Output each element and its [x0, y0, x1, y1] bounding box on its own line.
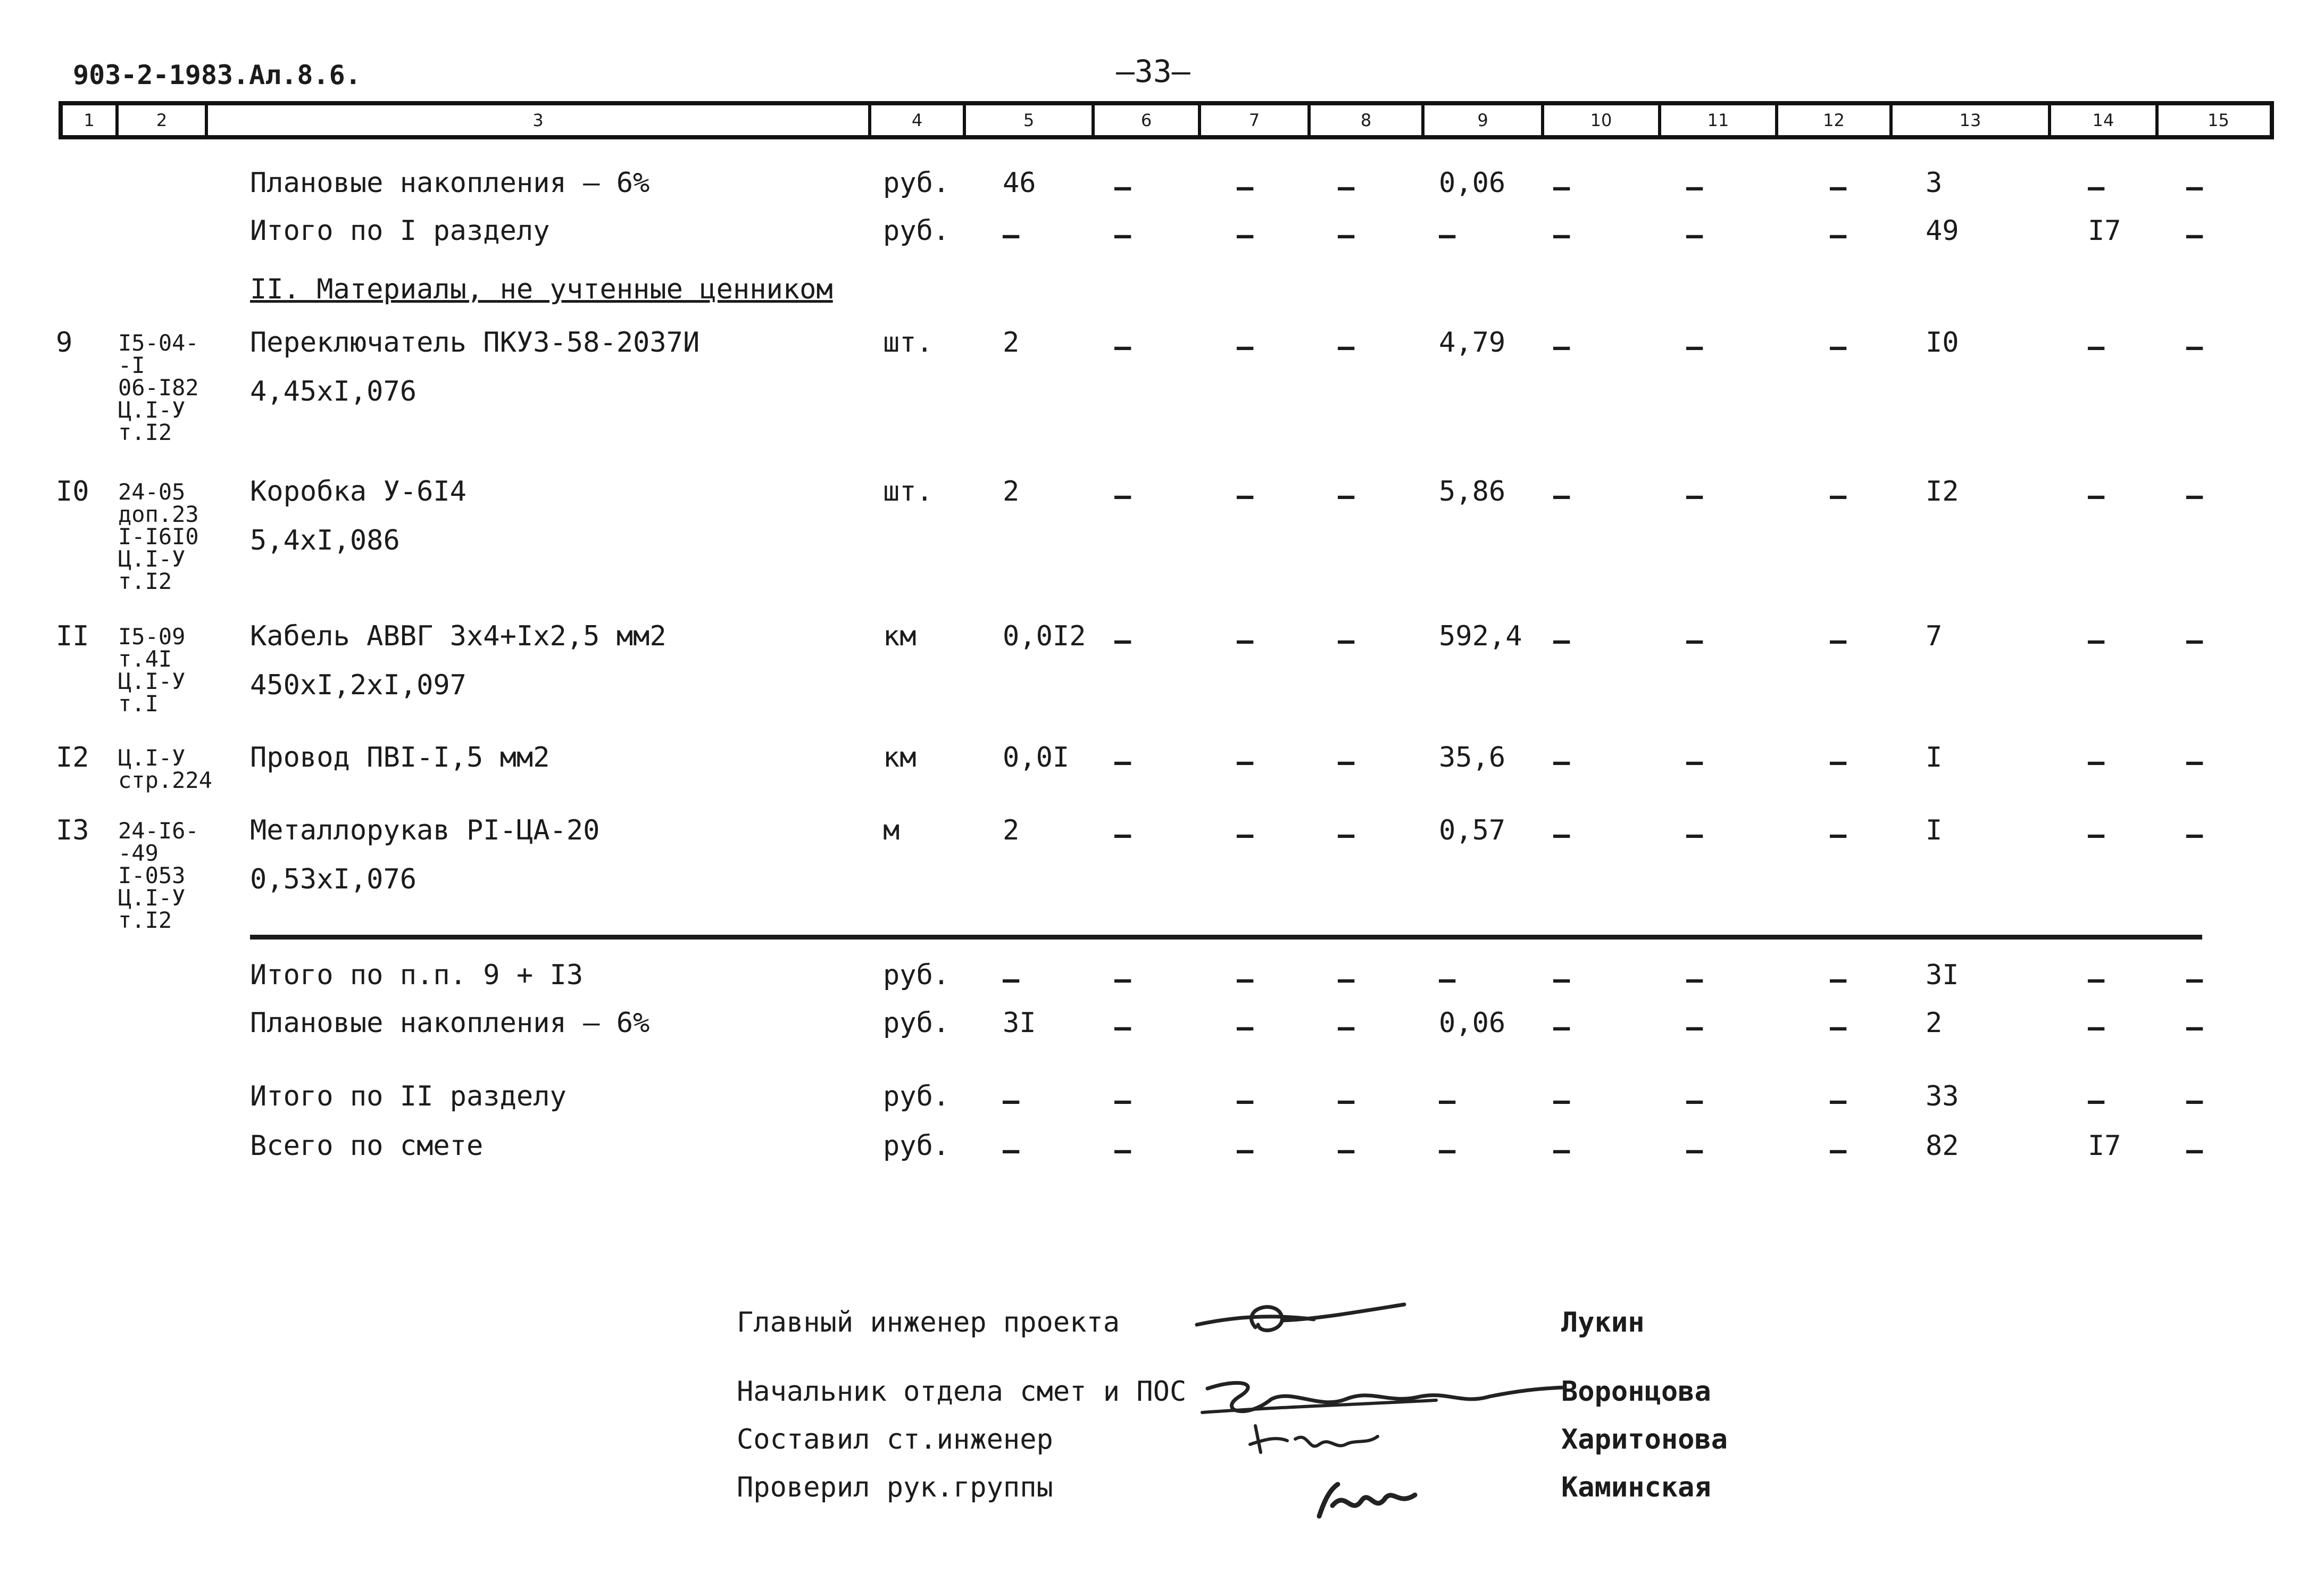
- signatory-title: Начальник отдела смет и ПОС: [737, 1376, 1187, 1408]
- price-code-line: I-053: [118, 862, 186, 888]
- value-cell-8: –: [1338, 1011, 1355, 1043]
- value-cell-13: 3: [1926, 167, 1943, 199]
- item-name: Итого по II разделу: [250, 1080, 567, 1112]
- value-cell-12: –: [1830, 963, 1847, 995]
- value-cell-10: –: [1553, 625, 1570, 656]
- value-cell-6: –: [1114, 171, 1131, 203]
- signatory-title: Составил ст.инженер: [737, 1424, 1053, 1456]
- value-cell-13: 49: [1926, 215, 1959, 247]
- document-code: 903-2-1983.Ал.8.6.: [73, 60, 361, 90]
- value-cell-10: –: [1553, 480, 1570, 512]
- item-name: Металлорукав РI-ЦА-20: [250, 814, 600, 846]
- value-cell-13: 33: [1926, 1080, 1959, 1112]
- column-header-12: 12: [1778, 105, 1893, 135]
- value-cell-13: 3I: [1926, 959, 1959, 991]
- value-cell-9: 0,06: [1439, 1007, 1506, 1039]
- value-cell-6: –: [1114, 219, 1131, 251]
- value-cell-12: –: [1830, 1011, 1847, 1043]
- value-cell-7: –: [1237, 219, 1254, 251]
- item-formula: 4,45хI,076: [250, 376, 417, 408]
- value-cell-15: –: [2186, 171, 2203, 203]
- value-cell-11: –: [1686, 219, 1703, 251]
- column-header-13: 13: [1893, 105, 2051, 135]
- column-header-15: 15: [2208, 110, 2229, 130]
- item-name: Коробка У-6I4: [250, 476, 467, 508]
- value-cell-9: –: [1439, 963, 1456, 995]
- value-cell-14: –: [2088, 480, 2105, 512]
- value-cell-7: –: [1237, 480, 1254, 512]
- signatory-name: Харитонова: [1561, 1424, 1728, 1456]
- value-cell-13: I0: [1926, 327, 1959, 359]
- value-cell-13: I: [1926, 814, 1943, 846]
- signature-group-leader: [1309, 1468, 1431, 1527]
- value-cell-5: 2: [1003, 327, 1020, 359]
- unit-cell: шт.: [883, 476, 933, 508]
- value-cell-8: –: [1338, 1085, 1355, 1117]
- column-header-5: 5: [966, 105, 1095, 135]
- value-cell-12: –: [1830, 331, 1847, 363]
- value-cell-10: –: [1553, 1085, 1570, 1117]
- price-code-line: Ц.I-У: [118, 397, 186, 423]
- column-header-10: 10: [1544, 105, 1661, 135]
- value-cell-8: –: [1338, 480, 1355, 512]
- value-cell-10: –: [1553, 819, 1570, 851]
- value-cell-15: –: [2186, 331, 2203, 363]
- value-cell-11: –: [1686, 171, 1703, 203]
- page-number: —33—: [1116, 53, 1190, 89]
- value-cell-7: –: [1237, 963, 1254, 995]
- price-code-line: стр.224: [118, 767, 213, 793]
- value-cell-10: –: [1553, 963, 1570, 995]
- value-cell-6: –: [1114, 963, 1131, 995]
- item-name: Провод ПВI-I,5 мм2: [250, 742, 550, 774]
- value-cell-9: 35,6: [1439, 742, 1506, 774]
- value-cell-5: –: [1003, 963, 1020, 995]
- item-name: Итого по I разделу: [250, 215, 550, 247]
- unit-cell: км: [883, 742, 917, 774]
- value-cell-13: I: [1926, 742, 1943, 774]
- value-cell-15: –: [2186, 1085, 2203, 1117]
- value-cell-7: –: [1237, 746, 1254, 778]
- item-formula: 5,4хI,086: [250, 525, 400, 556]
- unit-cell: руб.: [883, 215, 950, 247]
- value-cell-14: –: [2088, 1085, 2105, 1117]
- value-cell-5: 0,0I2: [1003, 620, 1086, 652]
- price-code-line: т.4I: [118, 646, 172, 672]
- value-cell-10: –: [1553, 171, 1570, 203]
- value-cell-8: –: [1338, 171, 1355, 203]
- price-code-line: 24-05: [118, 479, 186, 505]
- signatory-name: Лукин: [1561, 1307, 1645, 1339]
- value-cell-10: –: [1553, 1134, 1570, 1166]
- column-header-3: 3: [208, 105, 871, 135]
- column-header-4: 4: [871, 105, 966, 135]
- value-cell-15: –: [2186, 480, 2203, 512]
- price-code-line: -I: [118, 352, 145, 378]
- signatory-name: Каминская: [1561, 1472, 1711, 1503]
- value-cell-9: –: [1439, 1085, 1456, 1117]
- unit-cell: шт.: [883, 327, 933, 359]
- value-cell-15: –: [2186, 1134, 2203, 1166]
- value-cell-12: –: [1830, 219, 1847, 251]
- row-number: I0: [56, 476, 89, 508]
- signatory-title: Проверил рук.группы: [737, 1472, 1053, 1503]
- value-cell-6: –: [1114, 746, 1131, 778]
- value-cell-11: –: [1686, 480, 1703, 512]
- value-cell-6: –: [1114, 1011, 1131, 1043]
- value-cell-15: –: [2186, 819, 2203, 851]
- price-code-line: Ц.I-У: [118, 546, 186, 572]
- value-cell-12: –: [1830, 480, 1847, 512]
- value-cell-12: –: [1830, 171, 1847, 203]
- unit-cell: руб.: [883, 959, 950, 991]
- value-cell-14: –: [2088, 819, 2105, 851]
- value-cell-5: –: [1003, 1085, 1020, 1117]
- value-cell-6: –: [1114, 819, 1131, 851]
- column-header-6: 6: [1095, 105, 1201, 135]
- value-cell-9: –: [1439, 1134, 1456, 1166]
- column-header-strip: [59, 101, 2274, 139]
- value-cell-5: 2: [1003, 476, 1020, 508]
- row-number: I2: [56, 742, 89, 774]
- value-cell-8: –: [1338, 331, 1355, 363]
- value-cell-8: –: [1338, 963, 1355, 995]
- value-cell-7: –: [1237, 819, 1254, 851]
- value-cell-14: I7: [2088, 1130, 2121, 1162]
- value-cell-6: –: [1114, 1134, 1131, 1166]
- value-cell-14: –: [2088, 171, 2105, 203]
- value-cell-11: –: [1686, 1134, 1703, 1166]
- value-cell-8: –: [1338, 219, 1355, 251]
- value-cell-13: 82: [1926, 1130, 1959, 1162]
- item-name: Переключатель ПКУЗ-58-2037И: [250, 327, 700, 359]
- value-cell-10: –: [1553, 219, 1570, 251]
- value-cell-9: 4,79: [1439, 327, 1506, 359]
- value-cell-6: –: [1114, 331, 1131, 363]
- value-cell-10: –: [1553, 331, 1570, 363]
- value-cell-15: –: [2186, 219, 2203, 251]
- column-header-2: 2: [119, 105, 208, 135]
- value-cell-9: 0,57: [1439, 814, 1506, 846]
- value-cell-15: –: [2186, 625, 2203, 656]
- price-code-line: доп.23: [118, 501, 199, 527]
- signature-compiler: [1245, 1415, 1383, 1468]
- price-code-line: -49: [118, 840, 159, 866]
- column-header-7: 7: [1201, 105, 1311, 135]
- value-cell-12: –: [1830, 819, 1847, 851]
- unit-cell: руб.: [883, 167, 950, 199]
- value-cell-12: –: [1830, 1134, 1847, 1166]
- value-cell-12: –: [1830, 746, 1847, 778]
- price-code-line: т.I2: [118, 907, 172, 933]
- value-cell-14: I7: [2088, 215, 2121, 247]
- price-code-line: I-I6I0: [118, 523, 199, 550]
- column-header-9: 9: [1425, 105, 1544, 135]
- signature-chief-engineer: [1192, 1287, 1415, 1346]
- value-cell-9: 5,86: [1439, 476, 1506, 508]
- price-code-line: I5-09: [118, 624, 186, 650]
- value-cell-10: –: [1553, 746, 1570, 778]
- value-cell-14: –: [2088, 331, 2105, 363]
- value-cell-7: –: [1237, 171, 1254, 203]
- value-cell-6: –: [1114, 480, 1131, 512]
- value-cell-6: –: [1114, 625, 1131, 656]
- price-code-line: Ц.I-У: [118, 745, 186, 771]
- value-cell-12: –: [1830, 625, 1847, 656]
- price-code-line: т.I: [118, 691, 159, 717]
- value-cell-7: –: [1237, 1085, 1254, 1117]
- row-number: I3: [56, 814, 89, 846]
- value-cell-5: –: [1003, 1134, 1020, 1166]
- totals-divider: [250, 935, 2202, 940]
- item-name: Всего по смете: [250, 1130, 484, 1162]
- value-cell-11: –: [1686, 746, 1703, 778]
- value-cell-15: –: [2186, 963, 2203, 995]
- value-cell-5: 46: [1003, 167, 1036, 199]
- value-cell-9: –: [1439, 219, 1456, 251]
- value-cell-12: –: [1830, 1085, 1847, 1117]
- value-cell-15: –: [2186, 746, 2203, 778]
- item-name: Кабель АВВГ 3х4+Iх2,5 мм2: [250, 620, 667, 652]
- item-name: Плановые накопления – 6%: [250, 1007, 650, 1039]
- value-cell-8: –: [1338, 819, 1355, 851]
- price-code-line: I5-04-: [118, 330, 199, 356]
- signatory-name: Воронцова: [1561, 1376, 1711, 1408]
- value-cell-14: –: [2088, 1011, 2105, 1043]
- value-cell-14: –: [2088, 963, 2105, 995]
- value-cell-11: –: [1686, 1011, 1703, 1043]
- column-header-1: 1: [63, 105, 119, 135]
- value-cell-14: –: [2088, 746, 2105, 778]
- unit-cell: м: [883, 814, 900, 846]
- value-cell-5: 2: [1003, 814, 1020, 846]
- item-name: Итого по п.п. 9 + I3: [250, 959, 584, 991]
- value-cell-7: –: [1237, 625, 1254, 656]
- signatory-title: Главный инженер проекта: [737, 1307, 1120, 1339]
- unit-cell: руб.: [883, 1130, 950, 1162]
- price-code-line: т.I2: [118, 568, 172, 594]
- value-cell-11: –: [1686, 963, 1703, 995]
- item-formula: 0,53хI,076: [250, 863, 417, 895]
- unit-cell: руб.: [883, 1007, 950, 1039]
- item-name: Плановые накопления – 6%: [250, 167, 650, 199]
- price-code-line: 06-I82: [118, 375, 199, 401]
- value-cell-13: 2: [1926, 1007, 1943, 1039]
- value-cell-7: –: [1237, 1011, 1254, 1043]
- value-cell-5: –: [1003, 219, 1020, 251]
- price-code-line: Ц.I-У: [118, 885, 186, 911]
- row-number: 9: [56, 327, 73, 359]
- price-code-line: Ц.I-У: [118, 668, 186, 694]
- value-cell-11: –: [1686, 819, 1703, 851]
- unit-cell: руб.: [883, 1080, 950, 1112]
- price-code-line: 24-I6-: [118, 818, 199, 844]
- value-cell-8: –: [1338, 625, 1355, 656]
- value-cell-6: –: [1114, 1085, 1131, 1117]
- value-cell-9: 0,06: [1439, 167, 1506, 199]
- row-number: II: [56, 620, 89, 652]
- column-header-11: 11: [1661, 105, 1778, 135]
- unit-cell: км: [883, 620, 917, 652]
- column-header-8: 8: [1311, 105, 1425, 135]
- value-cell-9: 592,4: [1439, 620, 1522, 652]
- price-code-line: т.I2: [118, 419, 172, 445]
- value-cell-7: –: [1237, 331, 1254, 363]
- item-name: II. Материалы, не учтенные ценником: [250, 273, 833, 305]
- value-cell-10: –: [1553, 1011, 1570, 1043]
- value-cell-5: 3I: [1003, 1007, 1036, 1039]
- value-cell-7: –: [1237, 1134, 1254, 1166]
- value-cell-8: –: [1338, 746, 1355, 778]
- value-cell-13: 7: [1926, 620, 1943, 652]
- value-cell-13: I2: [1926, 476, 1959, 508]
- value-cell-11: –: [1686, 625, 1703, 656]
- value-cell-8: –: [1338, 1134, 1355, 1166]
- value-cell-11: –: [1686, 331, 1703, 363]
- value-cell-11: –: [1686, 1085, 1703, 1117]
- value-cell-14: –: [2088, 625, 2105, 656]
- item-formula: 450хI,2хI,097: [250, 669, 467, 701]
- value-cell-5: 0,0I: [1003, 742, 1070, 774]
- column-header-14: 14: [2051, 105, 2159, 135]
- value-cell-15: –: [2186, 1011, 2203, 1043]
